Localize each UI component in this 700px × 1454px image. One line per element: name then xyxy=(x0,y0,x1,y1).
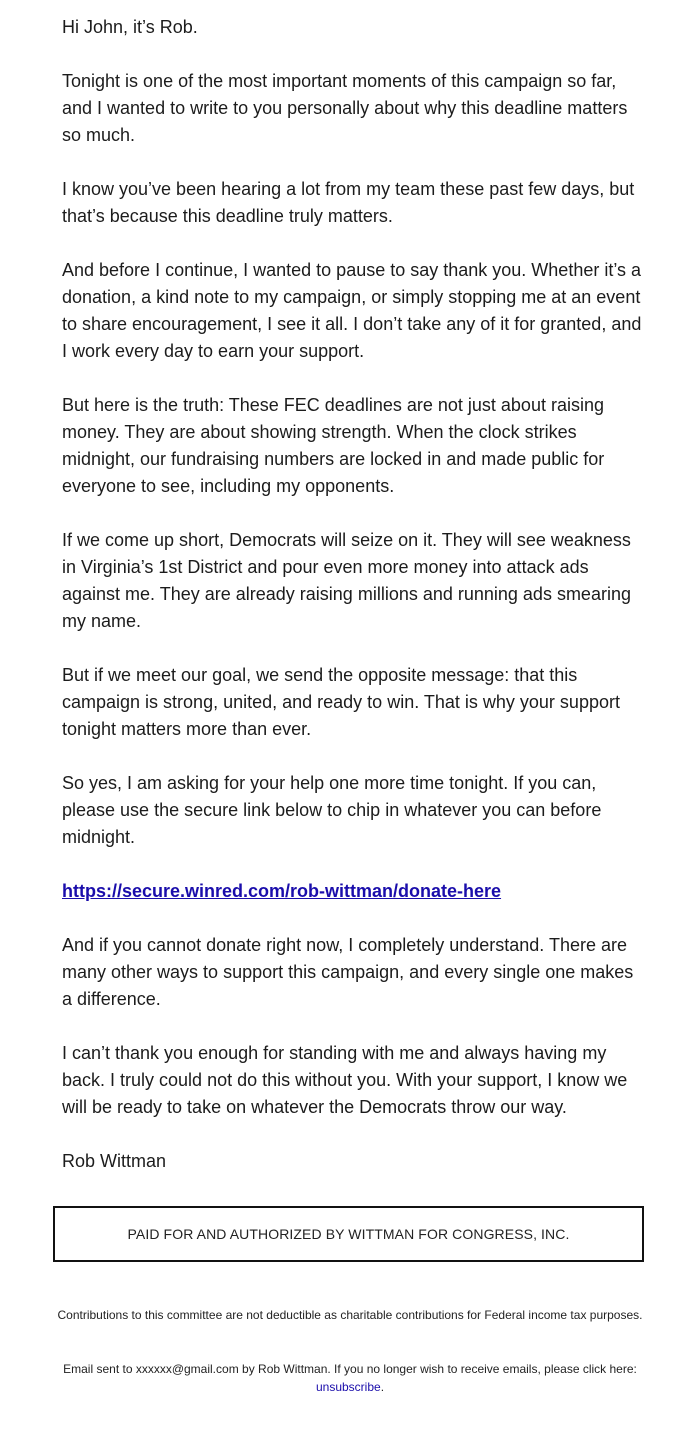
donate-link-paragraph xyxy=(62,878,644,905)
paid-for-disclaimer-text: PAID FOR AND AUTHORIZED BY WITTMAN FOR CONGRESS, INC. xyxy=(127,1226,570,1242)
signature: Rob Wittman xyxy=(62,1151,167,1171)
greeting: Hi John, it’s Rob. xyxy=(62,17,198,37)
paragraph-5: If we come up short, Democrats will seize on it. They will see weakness in Virginia’s 1st District and pour even more money into attack ads against me. They are already raising millions and running ads smearing my name. xyxy=(62,530,631,631)
sent-to-text: Email sent to xxxxxx@gmail.com by Rob Wittman. If you no longer wish to receive emails, please click here: xyxy=(63,1362,637,1376)
paid-for-disclaimer-box xyxy=(53,1206,644,1262)
donate-link[interactable]: https://secure.winred.com/rob-wittman/donate-here xyxy=(62,881,502,901)
tax-notice-text: Contributions to this committee are not deductible as charitable contributions for Federal income tax purposes. xyxy=(57,1308,643,1322)
unsubscribe-notice xyxy=(40,1360,660,1396)
email-body xyxy=(62,14,644,1202)
paragraph-1: Tonight is one of the most important moments of this campaign so far, and I wanted to write to you personally about why this deadline matters so much. xyxy=(62,71,628,145)
paragraph-7: So yes, I am asking for your help one more time tonight. If you can, please use the secure link below to chip in whatever you can before midnight. xyxy=(62,773,602,847)
paragraph-6: But if we meet our goal, we send the opposite message: that this campaign is strong, united, and ready to win. That is why your support tonight matters more than ever. xyxy=(62,665,620,739)
unsubscribe-link[interactable]: unsubscribe xyxy=(315,1380,381,1394)
paragraph-4: But here is the truth: These FEC deadlines are not just about raising money. They are about showing strength. When the clock strikes midnight, our fundraising numbers are locked in and made public for everyone to see, including my opponents. xyxy=(62,395,605,496)
unsubscribe-suffix: . xyxy=(380,1380,385,1394)
paragraph-2: I know you’ve been hearing a lot from my team these past few days, but that’s because this deadline truly matters. xyxy=(62,179,635,226)
closing-paragraph-2: I can’t thank you enough for standing with me and always having my back. I truly could not do this without you. With your support, I know we will be ready to take on whatever the Democrats throw our way. xyxy=(62,1043,628,1117)
closing-paragraph-1: And if you cannot donate right now, I completely understand. There are many other ways to support this campaign, and every single one makes a difference. xyxy=(62,935,634,1009)
tax-notice xyxy=(40,1306,660,1324)
paragraph-3: And before I continue, I wanted to pause to say thank you. Whether it’s a donation, a kind note to my campaign, or simply stopping me at an event to share encouragement, I see it all. I don’t take any of it for granted, and I work every day to earn your support. xyxy=(62,260,642,361)
